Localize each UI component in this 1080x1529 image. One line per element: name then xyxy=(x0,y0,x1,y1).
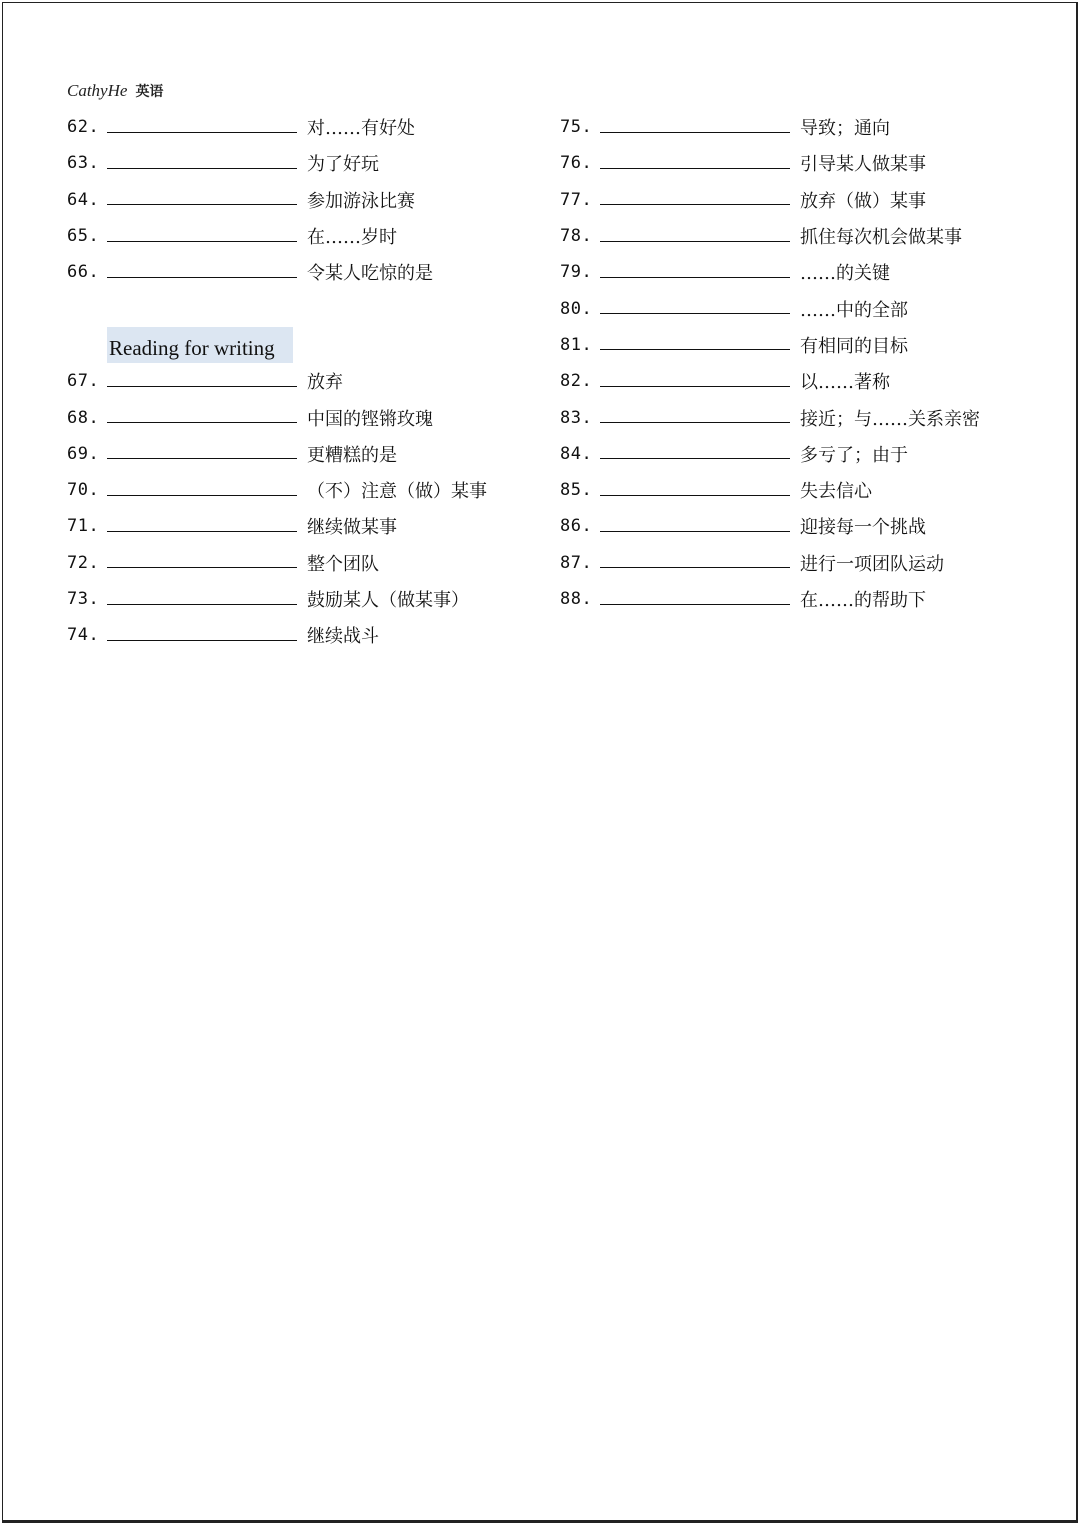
item-meaning: 以……著称 xyxy=(800,372,890,394)
exercise-item xyxy=(67,436,487,472)
item-number: 63. xyxy=(67,153,100,174)
item-meaning: 导致；通向 xyxy=(800,118,890,140)
exercise-item xyxy=(560,182,980,218)
answer-blank[interactable] xyxy=(600,313,790,314)
item-number: 78. xyxy=(560,226,593,247)
item-number: 62. xyxy=(67,117,100,138)
item-number: 88. xyxy=(560,589,593,609)
brand-latin: CathyHe xyxy=(67,81,128,100)
exercise-item xyxy=(67,399,487,435)
exercise-item xyxy=(560,290,980,326)
left-items-group-b xyxy=(67,363,487,653)
item-number: 85. xyxy=(560,480,593,501)
item-number: 81. xyxy=(560,334,593,355)
left-column xyxy=(67,109,487,653)
item-meaning: 放弃 xyxy=(307,372,343,394)
item-meaning: 失去信心 xyxy=(800,481,872,503)
exercise-item xyxy=(67,363,487,399)
exercise-item xyxy=(560,218,980,254)
exercise-item xyxy=(560,545,980,581)
answer-blank[interactable] xyxy=(107,132,297,133)
exercise-item xyxy=(560,363,980,399)
answer-blank[interactable] xyxy=(600,422,790,423)
exercise-item xyxy=(67,545,487,581)
item-number: 68. xyxy=(67,407,100,428)
item-meaning: 引导某人做某事 xyxy=(800,154,926,176)
exercise-item xyxy=(560,327,980,363)
answer-blank[interactable] xyxy=(600,241,790,242)
item-meaning: 令某人吃惊的是 xyxy=(307,263,433,285)
item-number: 80. xyxy=(560,298,593,319)
answer-blank[interactable] xyxy=(107,204,297,205)
item-meaning: 进行一项团队运动 xyxy=(800,553,944,575)
answer-blank[interactable] xyxy=(600,531,790,532)
answer-blank[interactable] xyxy=(107,567,297,568)
answer-blank[interactable] xyxy=(600,168,790,169)
answer-blank[interactable] xyxy=(107,241,297,242)
item-number: 70. xyxy=(67,480,100,501)
left-items-group-a xyxy=(67,109,487,290)
item-meaning: 对……有好处 xyxy=(307,118,415,140)
item-number: 74. xyxy=(67,625,100,646)
answer-blank[interactable] xyxy=(107,277,297,278)
item-meaning: 整个团队 xyxy=(307,553,379,575)
answer-blank[interactable] xyxy=(107,168,297,169)
item-meaning: 在……的帮助下 xyxy=(800,590,926,611)
answer-blank[interactable] xyxy=(600,495,790,496)
exercise-item xyxy=(560,254,980,290)
exercise-item xyxy=(67,254,487,290)
item-meaning: 更糟糕的是 xyxy=(307,444,397,466)
item-number: 71. xyxy=(67,516,100,537)
answer-blank[interactable] xyxy=(600,204,790,205)
exercise-item xyxy=(67,109,487,145)
item-number: 79. xyxy=(560,262,593,283)
answer-blank[interactable] xyxy=(107,640,297,641)
item-meaning: 在……岁时 xyxy=(307,227,397,249)
item-number: 83. xyxy=(560,407,593,428)
item-number: 86. xyxy=(560,516,593,537)
item-meaning: 参加游泳比赛 xyxy=(307,190,415,212)
item-number: 67. xyxy=(67,371,100,392)
answer-blank[interactable] xyxy=(600,458,790,459)
item-number: 84. xyxy=(560,443,593,464)
exercise-item xyxy=(67,472,487,508)
item-meaning: ……中的全部 xyxy=(800,299,908,321)
item-meaning: 迎接每一个挑战 xyxy=(800,517,926,539)
brand-header xyxy=(67,81,163,101)
answer-blank[interactable] xyxy=(107,495,297,496)
item-meaning: 继续战斗 xyxy=(307,626,379,648)
item-number: 75. xyxy=(560,117,593,138)
item-number: 82. xyxy=(560,371,593,392)
exercise-item xyxy=(560,508,980,544)
item-number: 76. xyxy=(560,153,593,174)
exercise-item xyxy=(560,399,980,435)
item-number: 69. xyxy=(67,443,100,464)
item-meaning: 鼓励某人（做某事） xyxy=(307,590,469,611)
brand-cn: 英语 xyxy=(135,84,164,100)
exercise-item xyxy=(560,145,980,181)
item-meaning: 放弃（做）某事 xyxy=(800,190,926,212)
item-meaning: ……的关键 xyxy=(800,263,890,285)
item-meaning: （不）注意（做）某事 xyxy=(307,481,487,503)
item-number: 73. xyxy=(67,589,100,609)
answer-blank[interactable] xyxy=(600,604,790,605)
section-heading xyxy=(107,327,487,363)
answer-blank[interactable] xyxy=(107,604,297,605)
exercise-item xyxy=(67,617,487,653)
item-meaning: 为了好玩 xyxy=(307,154,379,176)
item-number: 72. xyxy=(67,552,100,573)
worksheet-page xyxy=(2,2,1078,1523)
exercise-item xyxy=(560,436,980,472)
item-number: 64. xyxy=(67,189,100,210)
answer-blank[interactable] xyxy=(600,277,790,278)
item-number: 87. xyxy=(560,552,593,573)
answer-blank[interactable] xyxy=(107,386,297,387)
section-heading-label: Reading for writing xyxy=(107,327,293,363)
answer-blank[interactable] xyxy=(107,422,297,423)
item-number: 77. xyxy=(560,189,593,210)
exercise-item xyxy=(560,472,980,508)
item-meaning: 多亏了；由于 xyxy=(800,444,908,466)
right-column xyxy=(560,109,980,617)
exercise-item xyxy=(67,508,487,544)
right-items-group xyxy=(560,109,980,617)
exercise-item xyxy=(67,218,487,254)
answer-blank[interactable] xyxy=(600,567,790,568)
answer-blank[interactable] xyxy=(107,458,297,459)
exercise-item xyxy=(67,145,487,181)
item-meaning: 中国的铿锵玫瑰 xyxy=(307,408,433,430)
answer-blank[interactable] xyxy=(600,349,790,350)
exercise-item xyxy=(67,182,487,218)
exercise-item xyxy=(560,109,980,145)
section-spacer xyxy=(67,290,487,326)
item-meaning: 有相同的目标 xyxy=(800,335,908,357)
item-meaning: 抓住每次机会做某事 xyxy=(800,227,962,249)
item-meaning: 接近；与……关系亲密 xyxy=(800,408,980,430)
item-number: 66. xyxy=(67,262,100,283)
answer-blank[interactable] xyxy=(600,132,790,133)
item-number: 65. xyxy=(67,226,100,247)
exercise-item xyxy=(67,581,487,617)
answer-blank[interactable] xyxy=(600,386,790,387)
answer-blank[interactable] xyxy=(107,531,297,532)
exercise-item xyxy=(560,581,980,617)
item-meaning: 继续做某事 xyxy=(307,517,397,539)
